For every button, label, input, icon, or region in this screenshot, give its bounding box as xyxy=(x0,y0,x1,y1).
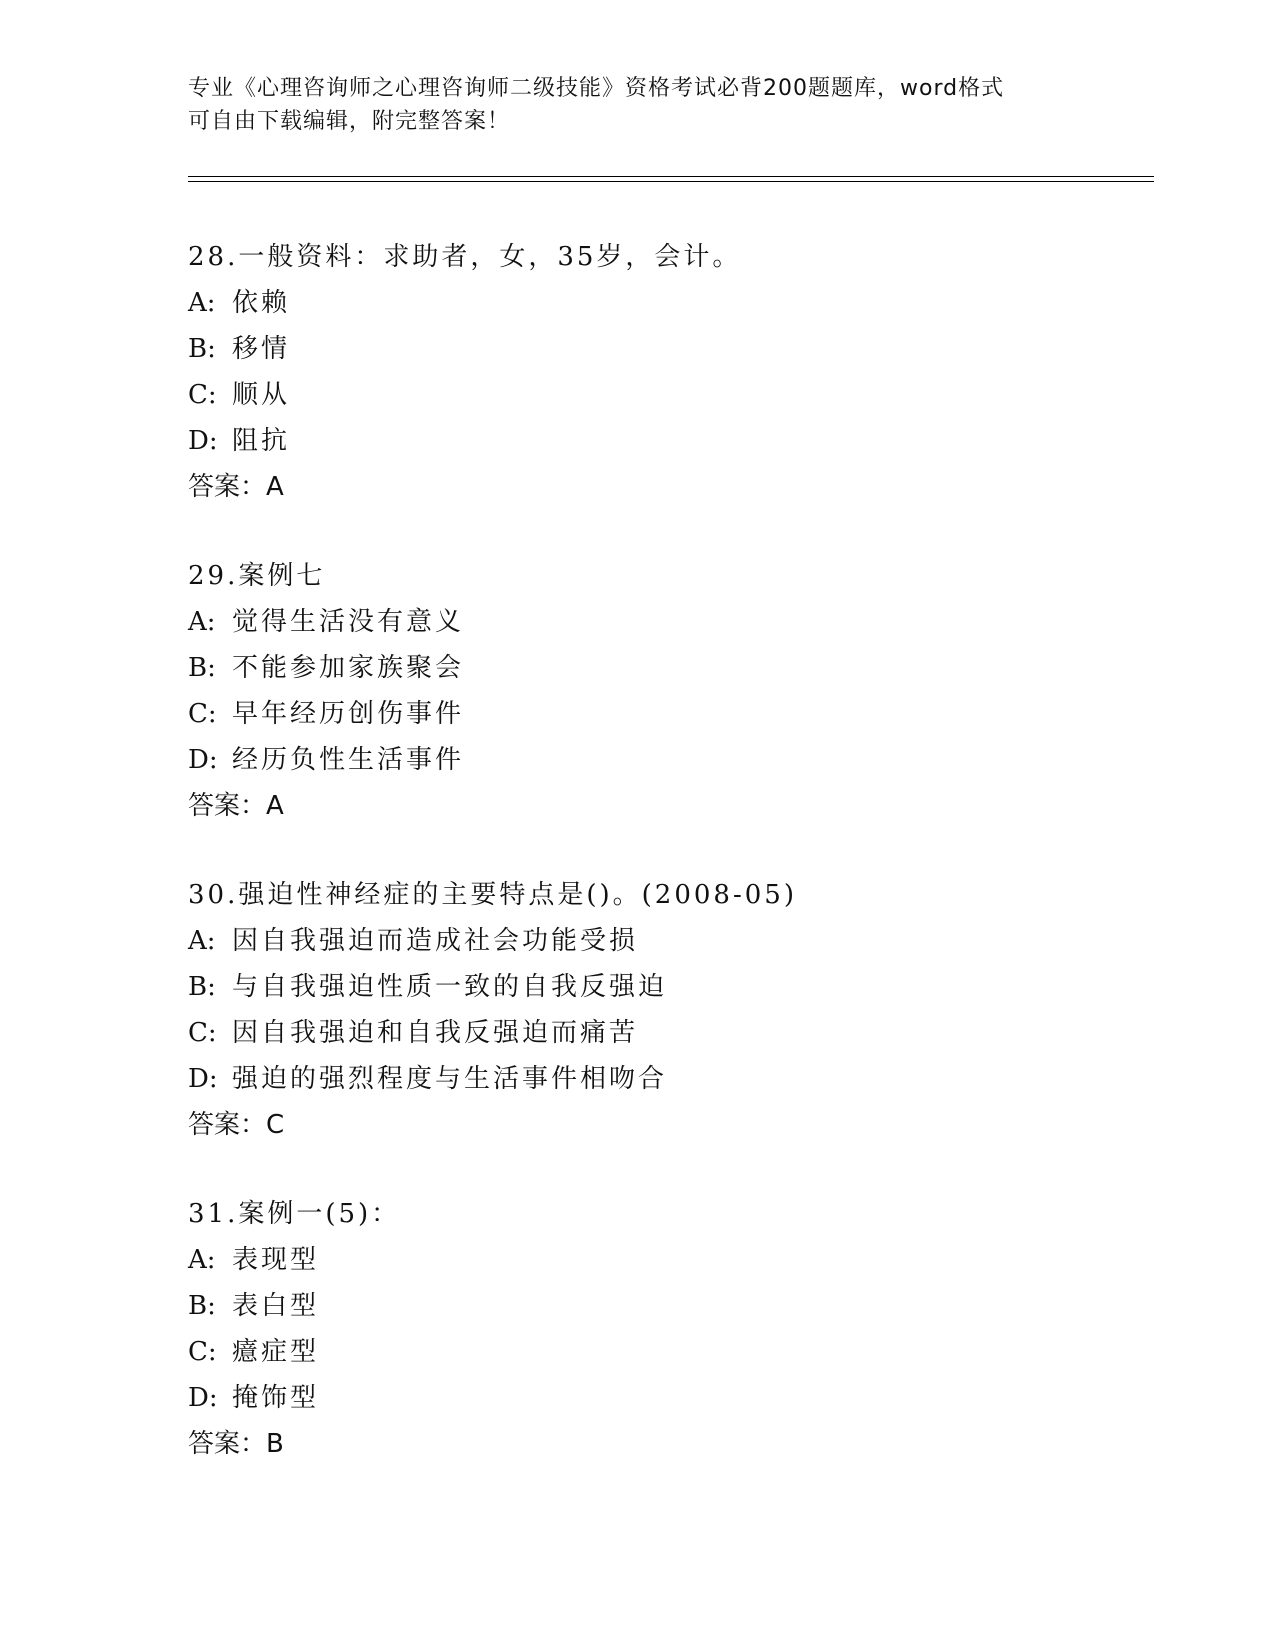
document-header xyxy=(188,72,1088,138)
option-text: 强迫的强烈程度与生活事件相吻合 xyxy=(232,1064,668,1094)
question-29 xyxy=(188,553,1148,829)
option-key: C: xyxy=(188,1018,217,1048)
option-c xyxy=(188,691,1148,737)
option-text: 掩饰型 xyxy=(232,1383,320,1413)
option-d xyxy=(188,1375,1148,1421)
answer: 答案：C xyxy=(188,1110,285,1140)
header-line-1: 专业《心理咨询师之心理咨询师二级技能》资格考试必背200题题库，word格式 xyxy=(188,76,1005,101)
option-text: 觉得生活没有意义 xyxy=(232,607,465,637)
option-a xyxy=(188,1237,1148,1283)
question-stem: 30.强迫性神经症的主要特点是()。(2008-05) xyxy=(188,880,797,910)
option-key: B: xyxy=(188,653,216,683)
option-key: B: xyxy=(188,334,216,364)
option-a xyxy=(188,599,1148,645)
answer: 答案：A xyxy=(188,791,284,821)
option-text: 与自我强迫性质一致的自我反强迫 xyxy=(232,972,668,1002)
option-text: 移情 xyxy=(232,334,291,364)
question-stem: 31.案例一(5)： xyxy=(188,1199,401,1229)
option-key: A: xyxy=(188,288,216,318)
option-key: D: xyxy=(188,426,218,456)
option-text: 癔症型 xyxy=(232,1337,320,1367)
question-30 xyxy=(188,872,1148,1148)
option-key: A: xyxy=(188,607,216,637)
option-c xyxy=(188,1010,1148,1056)
answer: 答案：B xyxy=(188,1429,284,1459)
option-c xyxy=(188,372,1148,418)
option-key: C: xyxy=(188,699,217,729)
option-a xyxy=(188,918,1148,964)
option-key: B: xyxy=(188,972,216,1002)
question-31 xyxy=(188,1191,1148,1467)
option-key: D: xyxy=(188,745,218,775)
question-stem: 28.一般资料：求助者，女，35岁，会计。 xyxy=(188,242,742,272)
option-c xyxy=(188,1329,1148,1375)
option-b xyxy=(188,326,1148,372)
question-28 xyxy=(188,234,1148,510)
option-a xyxy=(188,280,1148,326)
option-text: 表现型 xyxy=(232,1245,320,1275)
option-key: C: xyxy=(188,380,217,410)
header-divider-thick xyxy=(188,176,1154,177)
option-text: 因自我强迫而造成社会功能受损 xyxy=(232,926,639,956)
option-key: D: xyxy=(188,1064,218,1094)
option-b xyxy=(188,964,1148,1010)
option-key: A: xyxy=(188,1245,216,1275)
header-divider-thin xyxy=(188,181,1154,182)
header-line-2: 可自由下载编辑，附完整答案！ xyxy=(188,109,511,134)
option-key: D: xyxy=(188,1383,218,1413)
option-text: 不能参加家族聚会 xyxy=(232,653,465,683)
option-key: B: xyxy=(188,1291,216,1321)
option-text: 表白型 xyxy=(232,1291,320,1321)
option-text: 因自我强迫和自我反强迫而痛苦 xyxy=(232,1018,639,1048)
option-d xyxy=(188,418,1148,464)
option-text: 经历负性生活事件 xyxy=(232,745,465,775)
option-key: A: xyxy=(188,926,216,956)
option-b xyxy=(188,645,1148,691)
option-key: C: xyxy=(188,1337,217,1367)
option-text: 阻抗 xyxy=(232,426,291,456)
option-text: 依赖 xyxy=(232,288,291,318)
option-b xyxy=(188,1283,1148,1329)
option-text: 顺从 xyxy=(232,380,291,410)
question-stem: 29.案例七 xyxy=(188,561,326,591)
option-text: 早年经历创伤事件 xyxy=(232,699,465,729)
option-d xyxy=(188,737,1148,783)
option-d xyxy=(188,1056,1148,1102)
answer: 答案：A xyxy=(188,472,284,502)
